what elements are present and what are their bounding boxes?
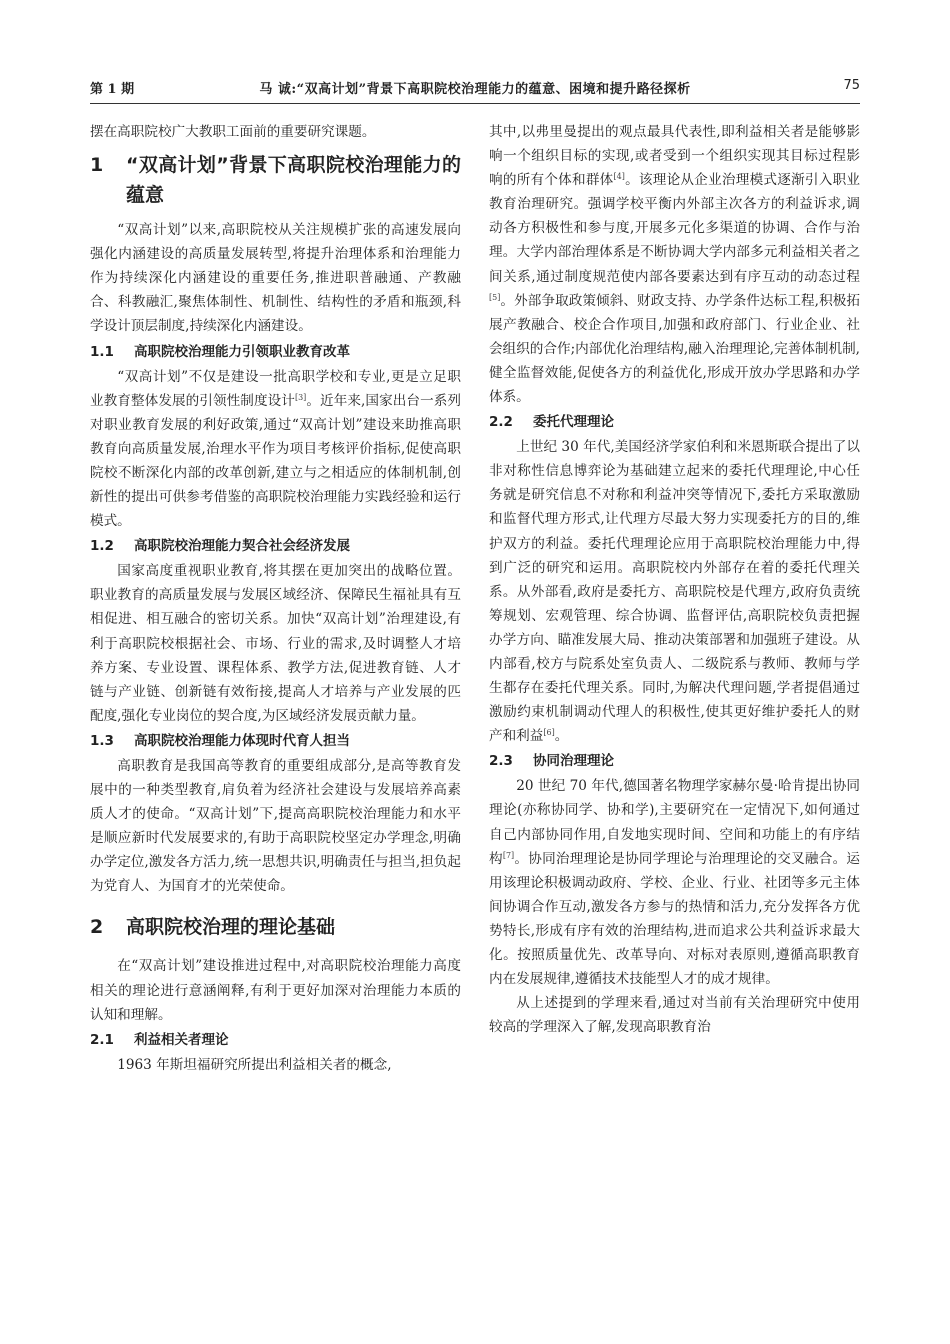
subsection-2-1-heading [90,1028,461,1052]
paragraph-text: 。协同治理理论是协同学理论与治理理论的交叉融合。运用该理论积极调动政府、学校、企业、行业、社团等多元主体间协调合作互动,激发各方参与的热情和活力,充分发挥各方优势特长,形成有序有效的治理结构,进而追求公共利益诉求最大化。按照质量优先、改革导向、对标对表原则,遵循高职教育内在发展规律,遵循技术技能型人才的成才规律。 [489,850,861,988]
subsection-number: 1.2 [90,538,114,555]
header-rule [90,103,860,104]
paragraph-text: 其中,以弗里曼提出的观点最具代表性,即利益相关者是能够影响一个组织目标的实现,或者受到一个组织实现其目标过程影响的所有个体和群体 [489,124,860,189]
subsection-1-3-heading [90,729,461,753]
subsection-1-1-heading [90,340,461,364]
section-title: 高职院校治理的理论基础 [126,916,336,939]
paragraph [90,365,461,534]
running-title: 马 诚:“双高计划”背景下高职院校治理能力的蕴意、困境和提升路径探析 [259,82,691,97]
right-column [489,120,860,1039]
paragraph: 1963 年斯坦福研究所提出利益相关者的概念, [117,1056,392,1073]
page-number: 75 [843,78,860,93]
left-column [90,120,461,1077]
subsection-title: 利益相关者理论 [134,1031,229,1048]
section-2-heading [90,912,461,942]
subsection-title: 高职院校治理能力体现时代育人担当 [134,732,350,749]
paragraph: 从上述提到的学理来看,通过对当前有关治理研究中使用较高的学理深入了解,发现高职教育治 [489,995,860,1036]
paragraph-text: 20 世纪 70 年代,德国著名物理学家赫尔曼·哈肯提出协同理论(亦称协同学、协和学),主要研究在一定情况下,如何通过自己内部协同作用,自发地实现时间、空间和功能上的有序结构 [489,778,860,867]
paragraph-text: 。外部争取政策倾斜、财政支持、办学条件达标工程,积极拓展产教融合、校企合作项目,加强和政府部门、行业企业、社会组织的合作;内部优化治理结构,融入治理理论,完善体制机制,健全监督效能,促使各方的利益优化,形成开放办学思路和办学体系。 [489,292,860,406]
section-title: “双高计划”背景下高职院校治理能力的蕴意 [126,154,461,207]
paragraph [489,120,860,409]
citation-ref: [5] [489,292,501,302]
section-number: 1 [90,154,104,177]
citation-ref: [7] [502,850,515,860]
subsection-number: 2.3 [489,753,513,770]
paragraph-text: “双高计划”不仅是建设一批高职学校和专业,更是立足职业教育整体发展的引领性制度设计 [90,368,461,409]
paragraph [489,774,860,991]
subsection-number: 1.1 [90,343,114,360]
paragraph [489,435,860,748]
citation-ref: [4] [613,172,625,182]
section-number: 2 [90,916,104,939]
paragraph: 高职教育是我国高等教育的重要组成部分,是高等教育发展中的一种类型教育,肩负着为经济社会建设与发展培养高素质人才的使命。“双高计划”下,提高高职院校治理能力和水平是顺应新时代发展要求的,有助于高职院校坚定办学理念,明确办学定位,激发各方活力,统一思想共识,明确责任与担当,担负起为党育人、为国育才的光荣使命。 [90,757,461,895]
subsection-title: 委托代理理论 [533,414,614,431]
subsection-title: 高职院校治理能力引领职业教育改革 [134,343,350,360]
citation-ref: [3] [294,392,307,402]
subsection-title: 高职院校治理能力契合社会经济发展 [134,538,350,555]
paragraph-text: 上世纪 30 年代,美国经济学家伯利和米恩斯联合提出了以非对称性信息博弈论为基础建立起来的委托代理理论,中心任务就是研究信息不对称和利益冲突等情况下,委托方采取激励和监督代理方形式,让代理方尽最大努力实现委托方的目的,维护双方的利益。委托代理理论应用于高职院校治理能力中,得到广泛的研究和运用。高职院校内外部存在着的委托代理关系。从外部看,政府是委托方、高职院校是代理方,政府负责统筹规划、宏观管理、综合协调、监督评估,高职院校负责把握办学方向、瞄准发展大局、推动决策部署和加强班子建设。从内部看,校方与院系处室负责人、二级院系与教师、教师与学生都存在委托代理关系。同时,为解决代理问题,学者提倡通过激励约束机制调动代理人的积极性,使其更好维护委托人的财产和利益 [489,439,860,745]
subsection-number: 2.2 [489,414,513,431]
paragraph-text: 。 [554,728,569,745]
paragraph: 国家高度重视职业教育,将其摆在更加突出的战略位置。职业教育的高质量发展与发展区域经济、保障民生福祉具有互相促进、相互融合的密切关系。加快“双高计划”治理建设,有利于高职院校根据社会、市场、行业的需求,及时调整人才培养方案、专业设置、课程体系、教学方法,促进教育链、人才链与产业链、创新链有效衔接,提高人才培养与产业发展的匹配度,强化专业岗位的契合度,为区域经济发展贡献力量。 [90,563,461,724]
subsection-number: 2.1 [90,1031,114,1048]
subsection-2-2-heading [489,410,860,434]
section-1-heading [90,150,461,210]
subsection-2-3-heading [489,749,860,773]
subsection-1-2-heading [90,534,461,558]
paragraph-text: 。近年来,国家出台一系列对职业教育发展的利好政策,通过“双高计划”建设来助推高职教育向高质量发展,治理水平作为项目考核评价指标,促使高职院校不断深化内部的改革创新,建立与之相适应的体制机制,创新性的提出可供参考借鉴的高职院校治理能力实践经验和运行模式。 [90,392,462,530]
paragraph-text: 。该理论从企业治理模式逐渐引入职业教育治理研究。强调学校平衡内外部主次各方的利益诉求,调动各方积极性和参与度,开展多元化多渠道的协调、合作与治理。大学内部治理体系是不断协调大学内部多元利益相关者之间关系,通过制度规范使内部各要素达到有序互动的动态过程 [489,172,861,285]
subsection-number: 1.3 [90,732,114,749]
subsection-title: 协同治理理论 [533,753,614,770]
citation-ref: [6] [543,728,555,738]
running-header [90,78,860,100]
issue-label: 第 1 期 [90,82,135,97]
paragraph: 在“双高计划”建设推进过程中,对高职院校治理能力高度相关的理论进行意涵阐释,有利于更好加深对治理能力本质的认知和理解。 [90,958,461,1023]
paragraph: “双高计划”以来,高职院校从关注规模扩张的高速发展向强化内涵建设的高质量发展转型,将提升治理体系和治理能力作为持续深化内涵建设的重要任务,推进职普融通、产教融合、科教融汇,聚焦体制性、机制性、结构性的矛盾和瓶颈,科学设计顶层制度,持续深化内涵建设。 [90,222,461,335]
intro-line: 摆在高职院校广大教职工面前的重要研究课题。 [90,124,376,140]
